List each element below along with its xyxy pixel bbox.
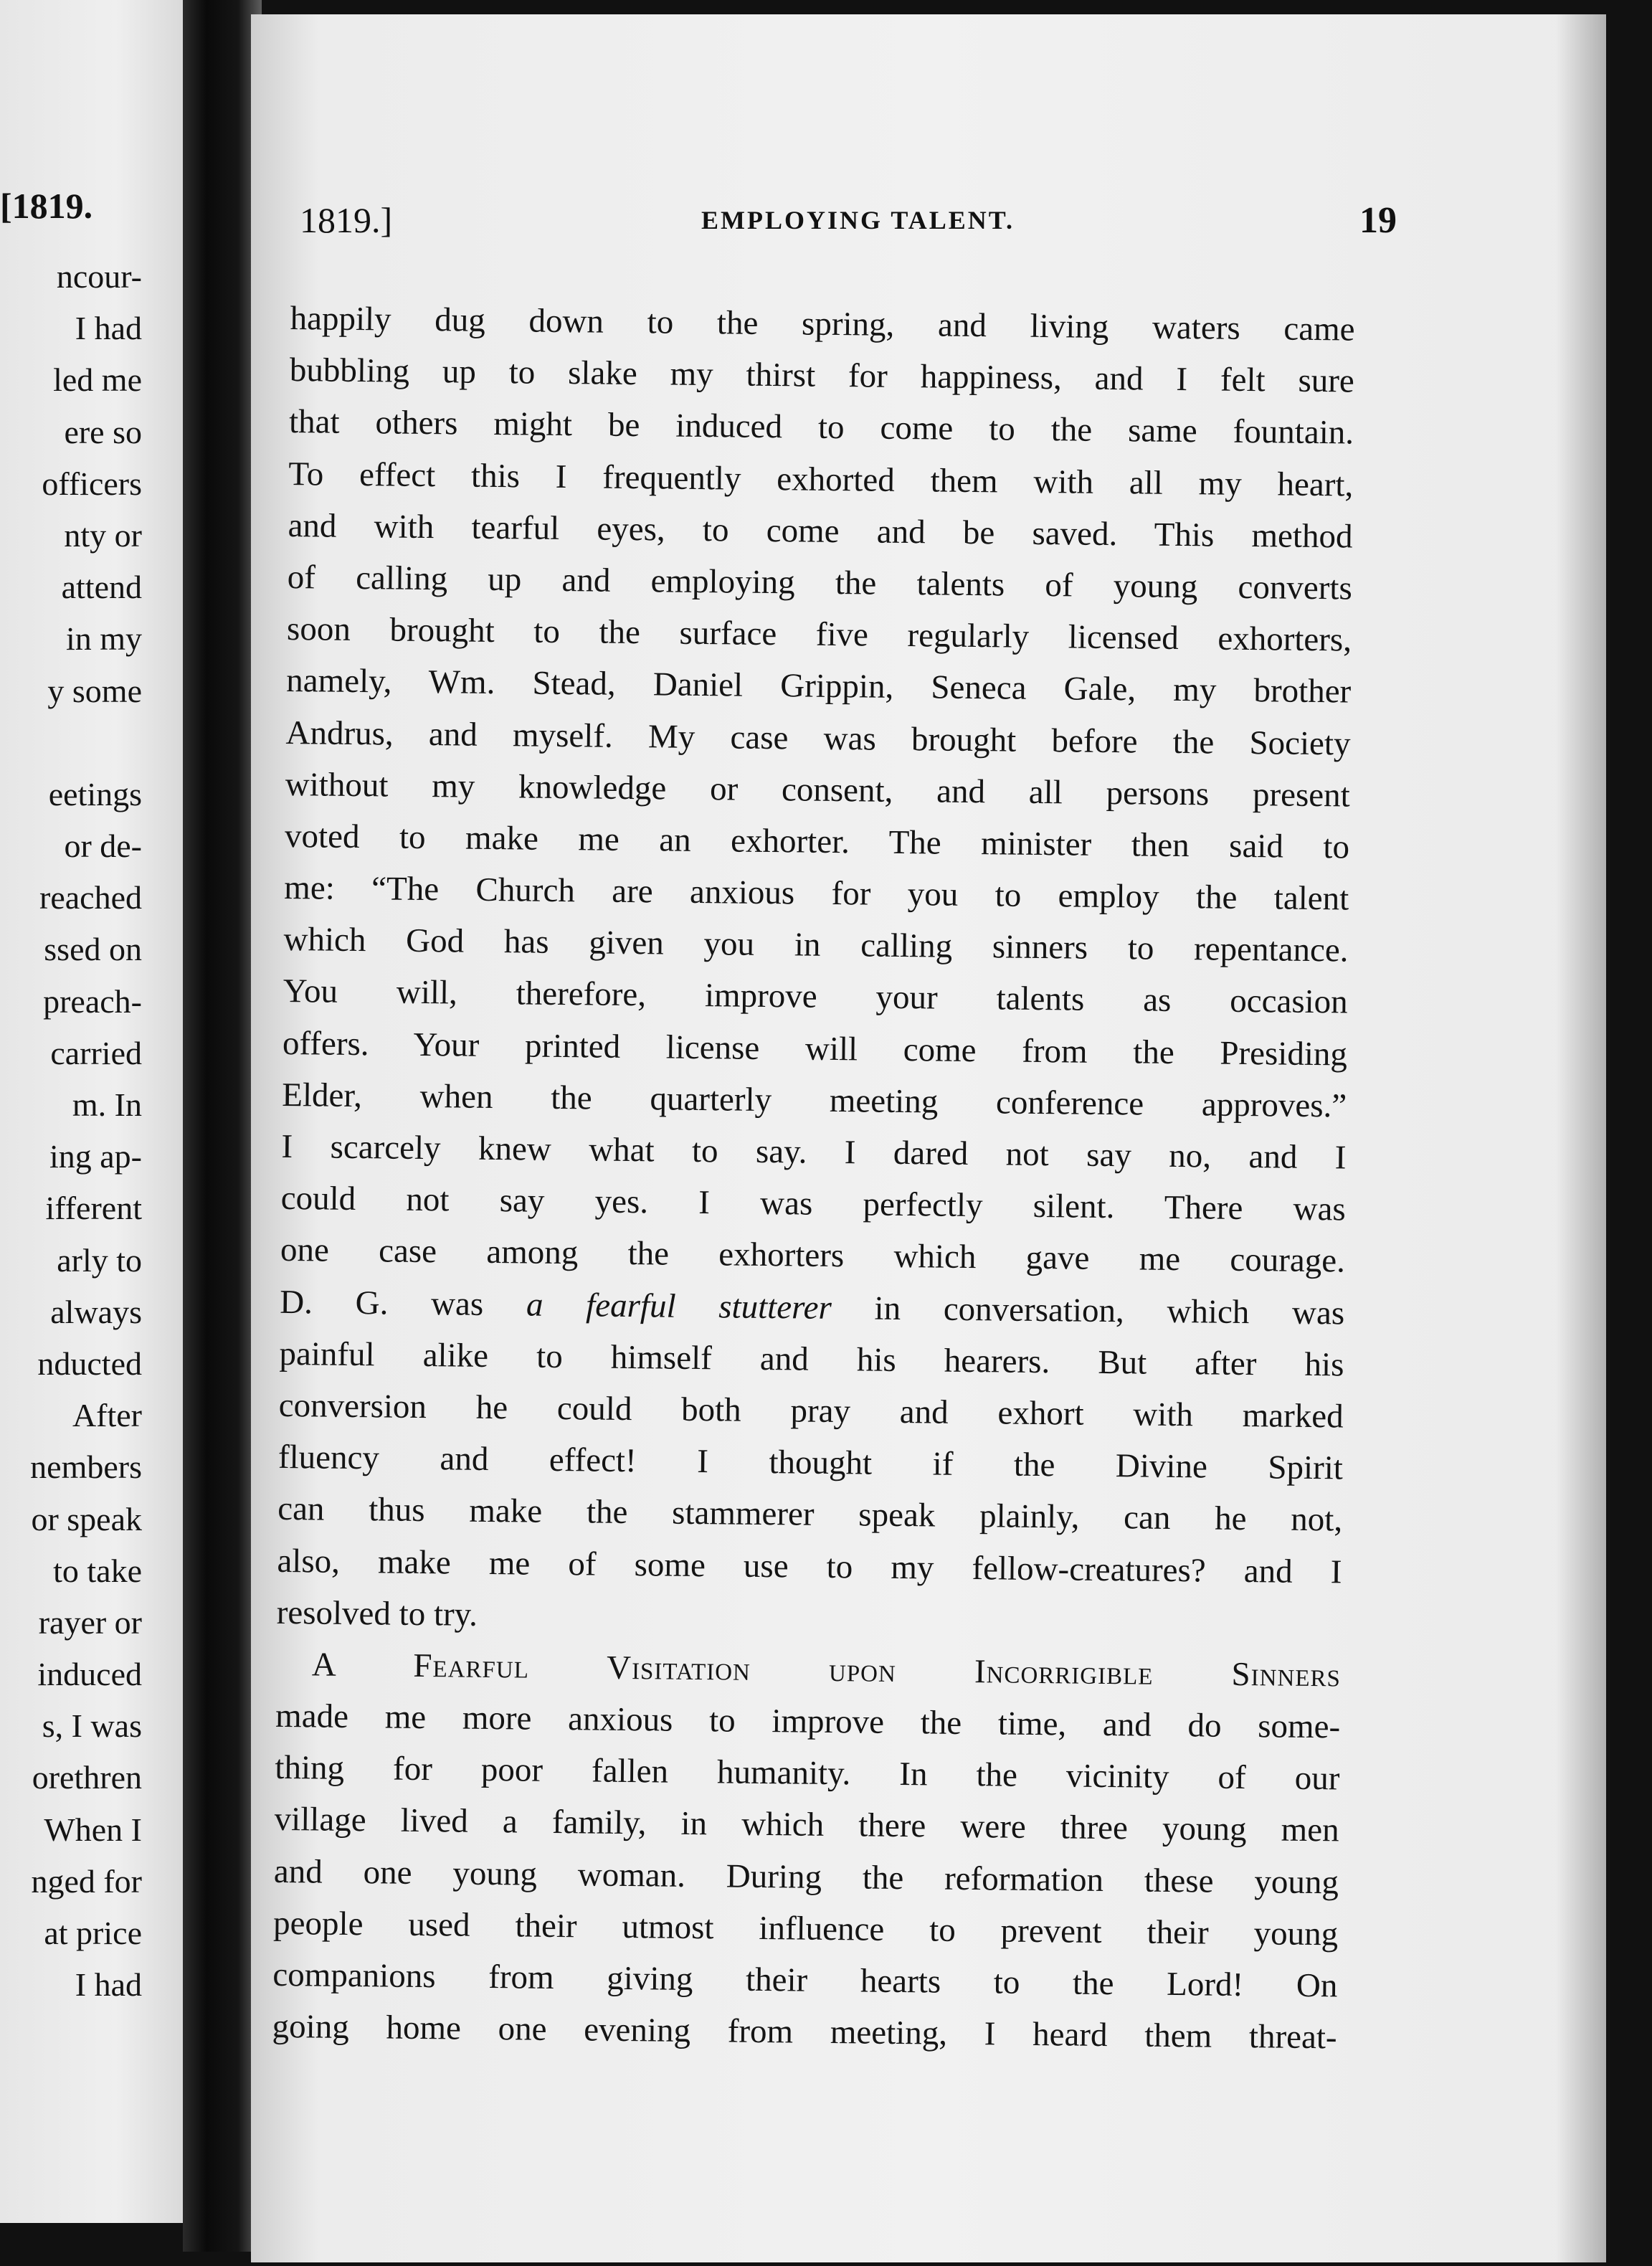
- text-line: could not say yes. I was perfectly silent. There was: [280, 1180, 1346, 1228]
- left-page-line: [30, 717, 142, 769]
- left-page-line: arly to: [57, 1241, 142, 1279]
- left-page-line: nged for: [31, 1862, 142, 1900]
- left-page-line: preach-: [43, 982, 142, 1020]
- text-line: To effect this I frequently exhorted them with all my heart,: [288, 455, 1354, 504]
- left-page-line: rayer or: [38, 1603, 142, 1641]
- left-page-line: ncour-: [56, 258, 142, 295]
- text-line: thing for poor fallen humanity. In the vicinity of our: [275, 1749, 1340, 1798]
- text-line: without my knowledge or consent, and all persons present: [285, 765, 1351, 815]
- left-page-line: officers: [42, 465, 142, 502]
- text-line: soon brought to the surface five regularly licensed exhorters,: [286, 610, 1352, 659]
- text-line: offers. Your printed license will come from the Presiding: [282, 1024, 1348, 1073]
- text-line: conversion he could both pray and exhort with marked: [278, 1386, 1344, 1436]
- left-page-line: in my: [65, 620, 142, 658]
- left-page-line: I had: [75, 1966, 142, 2004]
- text-line: of calling up and employing the talents of young converts: [287, 558, 1353, 607]
- left-page-line: I had: [75, 310, 142, 347]
- right-page: [251, 14, 1606, 2262]
- running-head-year: 1819.]: [300, 200, 393, 240]
- left-page-line: ifferent: [45, 1190, 142, 1227]
- left-page-line: When I: [44, 1811, 142, 1848]
- text-line: me: “The Church are anxious for you to employ the talent: [284, 869, 1349, 918]
- left-page-line: to take: [53, 1552, 142, 1589]
- text-line: and one young woman. During the reformation these young: [273, 1852, 1339, 1902]
- text-line: which God has given you in calling sinners to repentance.: [283, 921, 1349, 970]
- text-line: Elder, when the quarterly meeting conference approves.”: [282, 1076, 1347, 1125]
- left-page-line: s, I was: [42, 1707, 142, 1745]
- page-edge-shadow: [1556, 14, 1606, 2262]
- left-page-line: reached: [39, 879, 142, 916]
- left-page-line: m. In: [72, 1086, 142, 1123]
- text-line: voted to make me an exhorter. The minister then said to: [284, 817, 1350, 866]
- left-page-line: orethren: [32, 1759, 142, 1796]
- text-line: also, make me of some use to my fellow-creatures? and I: [277, 1542, 1342, 1591]
- text-line: fluency and effect! I thought if the Divine Spirit: [277, 1438, 1344, 1487]
- text-line: resolved to try.: [276, 1593, 478, 1634]
- text-line: Andrus, and myself. My case was brought before the Society: [285, 714, 1351, 763]
- text-line: companions from giving their hearts to the Lord! On: [272, 1956, 1338, 2005]
- left-page-line: attend: [61, 569, 142, 606]
- text-line: namely, Wm. Stead, Daniel Grippin, Seneca Gale, my brother: [286, 662, 1352, 711]
- text-line: You will, therefore, improve your talents as occasion: [283, 972, 1348, 1021]
- left-page-line: nducted: [37, 1345, 142, 1382]
- left-page-line: nty or: [64, 516, 142, 554]
- text-line: bubbling up to slake my thirst for happiness, and I felt sure: [289, 351, 1355, 400]
- text-line: that others might be induced to come to the same fountain.: [288, 403, 1354, 452]
- running-head: [300, 199, 1397, 250]
- left-page-line: at price: [44, 1915, 142, 1951]
- text-line: one case among the exhorters which gave me courage.: [280, 1231, 1346, 1280]
- text-line: happily dug down to the spring, and living waters came: [290, 299, 1355, 349]
- left-page-line: y some: [47, 672, 142, 709]
- left-page-line: ere so: [64, 413, 142, 450]
- text-line: I scarcely knew what to say. I dared not say no, and I: [281, 1127, 1347, 1177]
- text-line: painful alike to himself and his hearers. But after his: [279, 1335, 1344, 1384]
- left-page-line: carried: [50, 1034, 142, 1071]
- left-page: [0, 0, 194, 2223]
- left-page-line: ssed on: [44, 931, 142, 968]
- left-page-line: or de-: [64, 828, 142, 865]
- text-line: and with tearful eyes, to come and be saved. This method: [288, 506, 1353, 556]
- page-number: 19: [1359, 200, 1397, 241]
- italic-phrase: a fearful stutterer: [526, 1286, 832, 1327]
- left-page-line: led me: [53, 361, 142, 399]
- running-head-title: EMPLOYING TALENT.: [701, 206, 1015, 234]
- left-page-line: or speak: [31, 1500, 142, 1537]
- left-page-line: ing ap-: [49, 1138, 142, 1175]
- text-line: going home one evening from meeting, I heard them threat-: [272, 2008, 1337, 2057]
- left-page-line: induced: [37, 1656, 142, 1693]
- body-text: [272, 293, 1355, 2064]
- book-gutter: [183, 0, 262, 2252]
- left-page-text: [30, 251, 142, 2011]
- text-line-stutterer: D. G. was a fearful stutterer in conversation, which was: [279, 1283, 1345, 1332]
- left-page-line: always: [50, 1293, 142, 1330]
- left-page-header: [1819.: [0, 186, 93, 226]
- left-page-line: eetings: [48, 775, 142, 812]
- text-line: village lived a family, in which there were three young men: [274, 1801, 1339, 1849]
- text-line: people used their utmost influence to prevent their young: [272, 1904, 1339, 1953]
- text-line: can thus make the stammerer speak plainly, can he not,: [277, 1490, 1343, 1539]
- text-line: made me more anxious to improve the time, and do some-: [275, 1697, 1341, 1746]
- section-heading: A Fearful Visitation upon Incorrigible Sinners: [311, 1646, 1342, 1694]
- left-page-line: After: [72, 1397, 142, 1434]
- left-page-line: nembers: [30, 1449, 142, 1486]
